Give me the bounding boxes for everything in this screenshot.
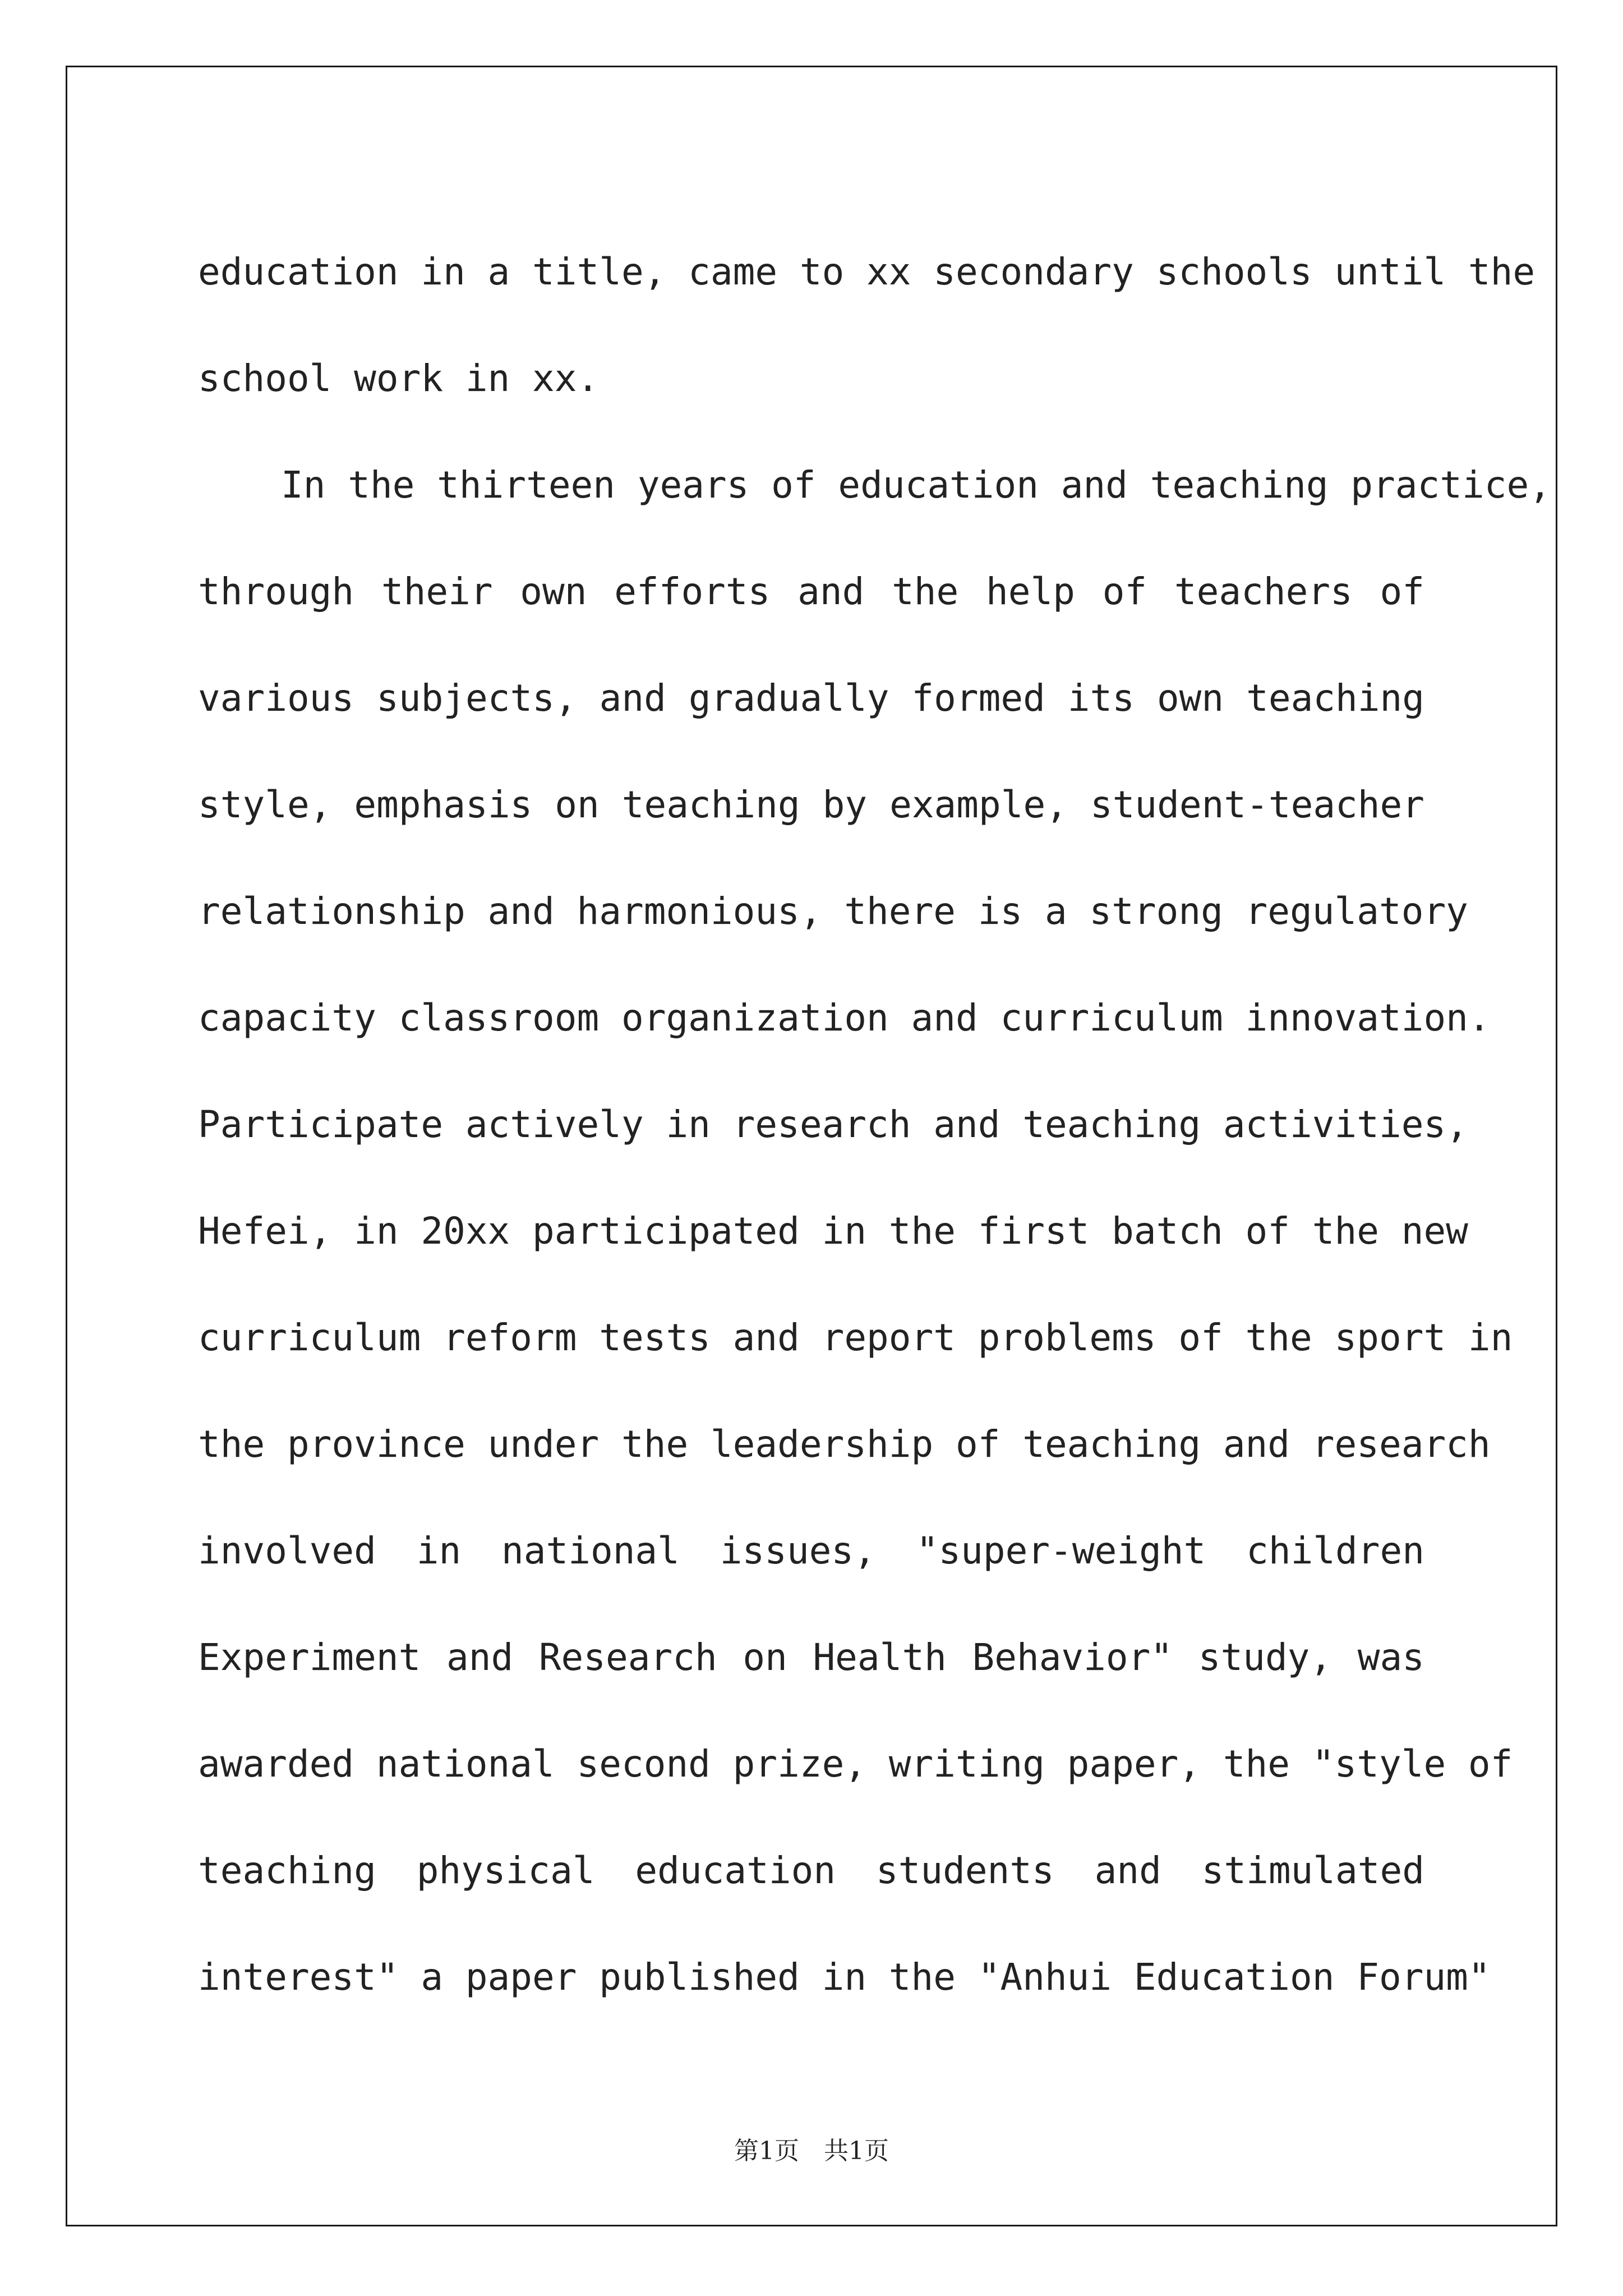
document-body xyxy=(198,219,1551,2031)
text-line: through their own efforts and the help of teachers of xyxy=(198,570,1424,613)
text-line: Experiment and Research on Health Behavior" study, was xyxy=(198,1636,1424,1679)
text-line: relationship and harmonious, there is a strong regulatory xyxy=(198,890,1468,933)
paragraph-first-line: In the thirteen years of education and teaching practice, xyxy=(281,463,1551,507)
text-line: involved in national issues, "super-weight children xyxy=(198,1529,1424,1572)
text-line: style, emphasis on teaching by example, student-teacher xyxy=(198,783,1424,826)
text-line: various subjects, and gradually formed its own teaching xyxy=(198,677,1424,720)
text-line: school work in xx. xyxy=(198,357,600,400)
text-line: capacity classroom organization and curriculum innovation. xyxy=(198,996,1491,1039)
text-line: awarded national second prize, writing paper, the "style of xyxy=(198,1742,1513,1786)
text-line: interest" a paper published in the "Anhui Education Forum" xyxy=(198,1955,1491,1999)
page-number-footer: 第1页 共1页 xyxy=(734,2137,889,2165)
text-line: the province under the leadership of teaching and research xyxy=(198,1423,1491,1466)
text-line: teaching physical education students and stimulated xyxy=(198,1849,1424,1892)
text-line: education in a title, came to xx secondary schools until the xyxy=(198,250,1536,293)
text-line: Participate actively in research and teaching activities, xyxy=(198,1103,1468,1146)
text-line: curriculum reform tests and report problems of the sport in xyxy=(198,1316,1513,1359)
text-line: Hefei, in 20xx participated in the first batch of the new xyxy=(198,1209,1468,1253)
